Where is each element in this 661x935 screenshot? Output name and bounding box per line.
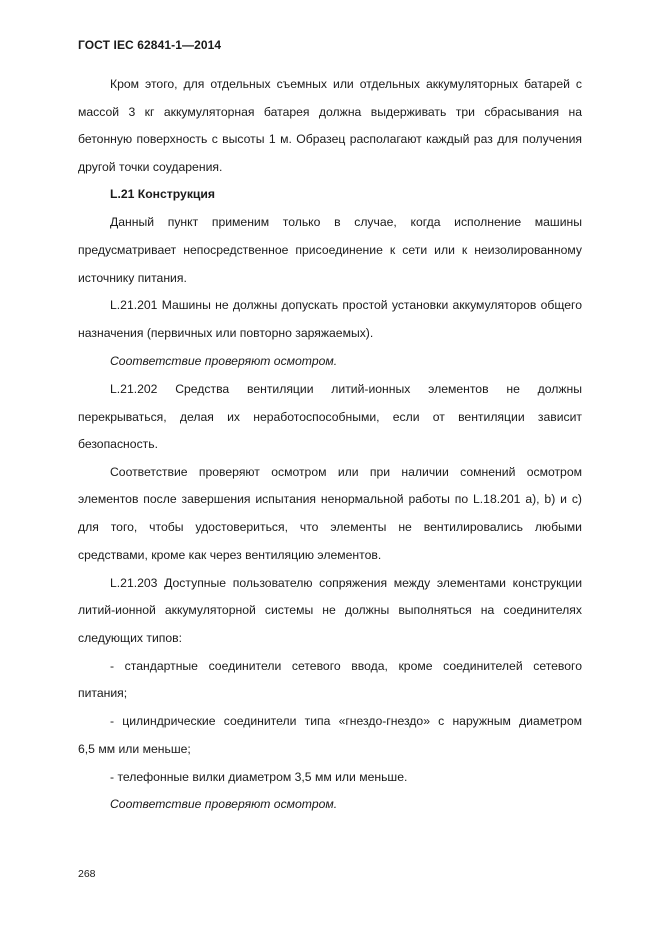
text-line: перекрываться, делая их неработоспособными, если от вентиляции зависит bbox=[78, 410, 582, 424]
list-item-continuation: 6,5 мм или меньше; bbox=[78, 742, 191, 756]
document-header: ГОСТ IEC 62841-1—2014 bbox=[78, 38, 222, 52]
text-line: литий-ионной аккумуляторной системы не должны выполняться на соединителях bbox=[78, 603, 582, 617]
text-line: безопасность. bbox=[78, 437, 158, 451]
text-line: предусматривает непосредственное присоединение к сети или к неизолированному bbox=[78, 243, 582, 257]
text-line: Соответствие проверяют осмотром или при наличии сомнений осмотром bbox=[110, 465, 582, 479]
text-line: назначения (первичных или повторно заряжаемых). bbox=[78, 326, 374, 340]
text-line: массой 3 кг аккумуляторная батарея должна выдерживать три сбрасывания на bbox=[78, 105, 582, 119]
page-number: 268 bbox=[78, 868, 96, 880]
list-item: - цилиндрические соединители типа «гнездо-гнездо» с наружным диаметром bbox=[110, 714, 582, 728]
section-heading: L.21 Конструкция bbox=[110, 187, 216, 201]
list-item: - стандартные соединители сетевого ввода, кроме соединителей сетевого bbox=[110, 659, 582, 673]
list-item: - телефонные вилки диаметром 3,5 мм или меньше. bbox=[110, 770, 408, 784]
compliance-note: Соответствие проверяют осмотром. bbox=[110, 797, 338, 811]
text-line: Кром этого, для отдельных съемных или отдельных аккумуляторных батарей с bbox=[110, 77, 582, 91]
text-line: другой точки соударения. bbox=[78, 160, 223, 174]
text-line: L.21.201 Машины не должны допускать простой установки аккумуляторов общего bbox=[110, 298, 582, 312]
compliance-note: Соответствие проверяют осмотром. bbox=[110, 354, 338, 368]
text-line: L.21.203 Доступные пользователю сопряжения между элементами конструкции bbox=[110, 576, 582, 590]
text-line: элементов после завершения испытания ненормальной работы по L.18.201 a), b) и c) bbox=[78, 492, 582, 506]
text-line: источнику питания. bbox=[78, 271, 187, 285]
text-line: Данный пункт применим только в случае, когда исполнение машины bbox=[110, 215, 582, 229]
text-line: следующих типов: bbox=[78, 631, 183, 645]
text-line: средствами, кроме как через вентиляцию элементов. bbox=[78, 548, 382, 562]
text-line: бетонную поверхность с высоты 1 м. Образец располагают каждый раз для получения bbox=[78, 132, 582, 146]
text-line: для того, чтобы удостовериться, что элементы не вентилировались любыми bbox=[78, 520, 582, 534]
list-item-continuation: питания; bbox=[78, 686, 128, 700]
text-line: L.21.202 Средства вентиляции литий-ионных элементов не должны bbox=[110, 382, 582, 396]
